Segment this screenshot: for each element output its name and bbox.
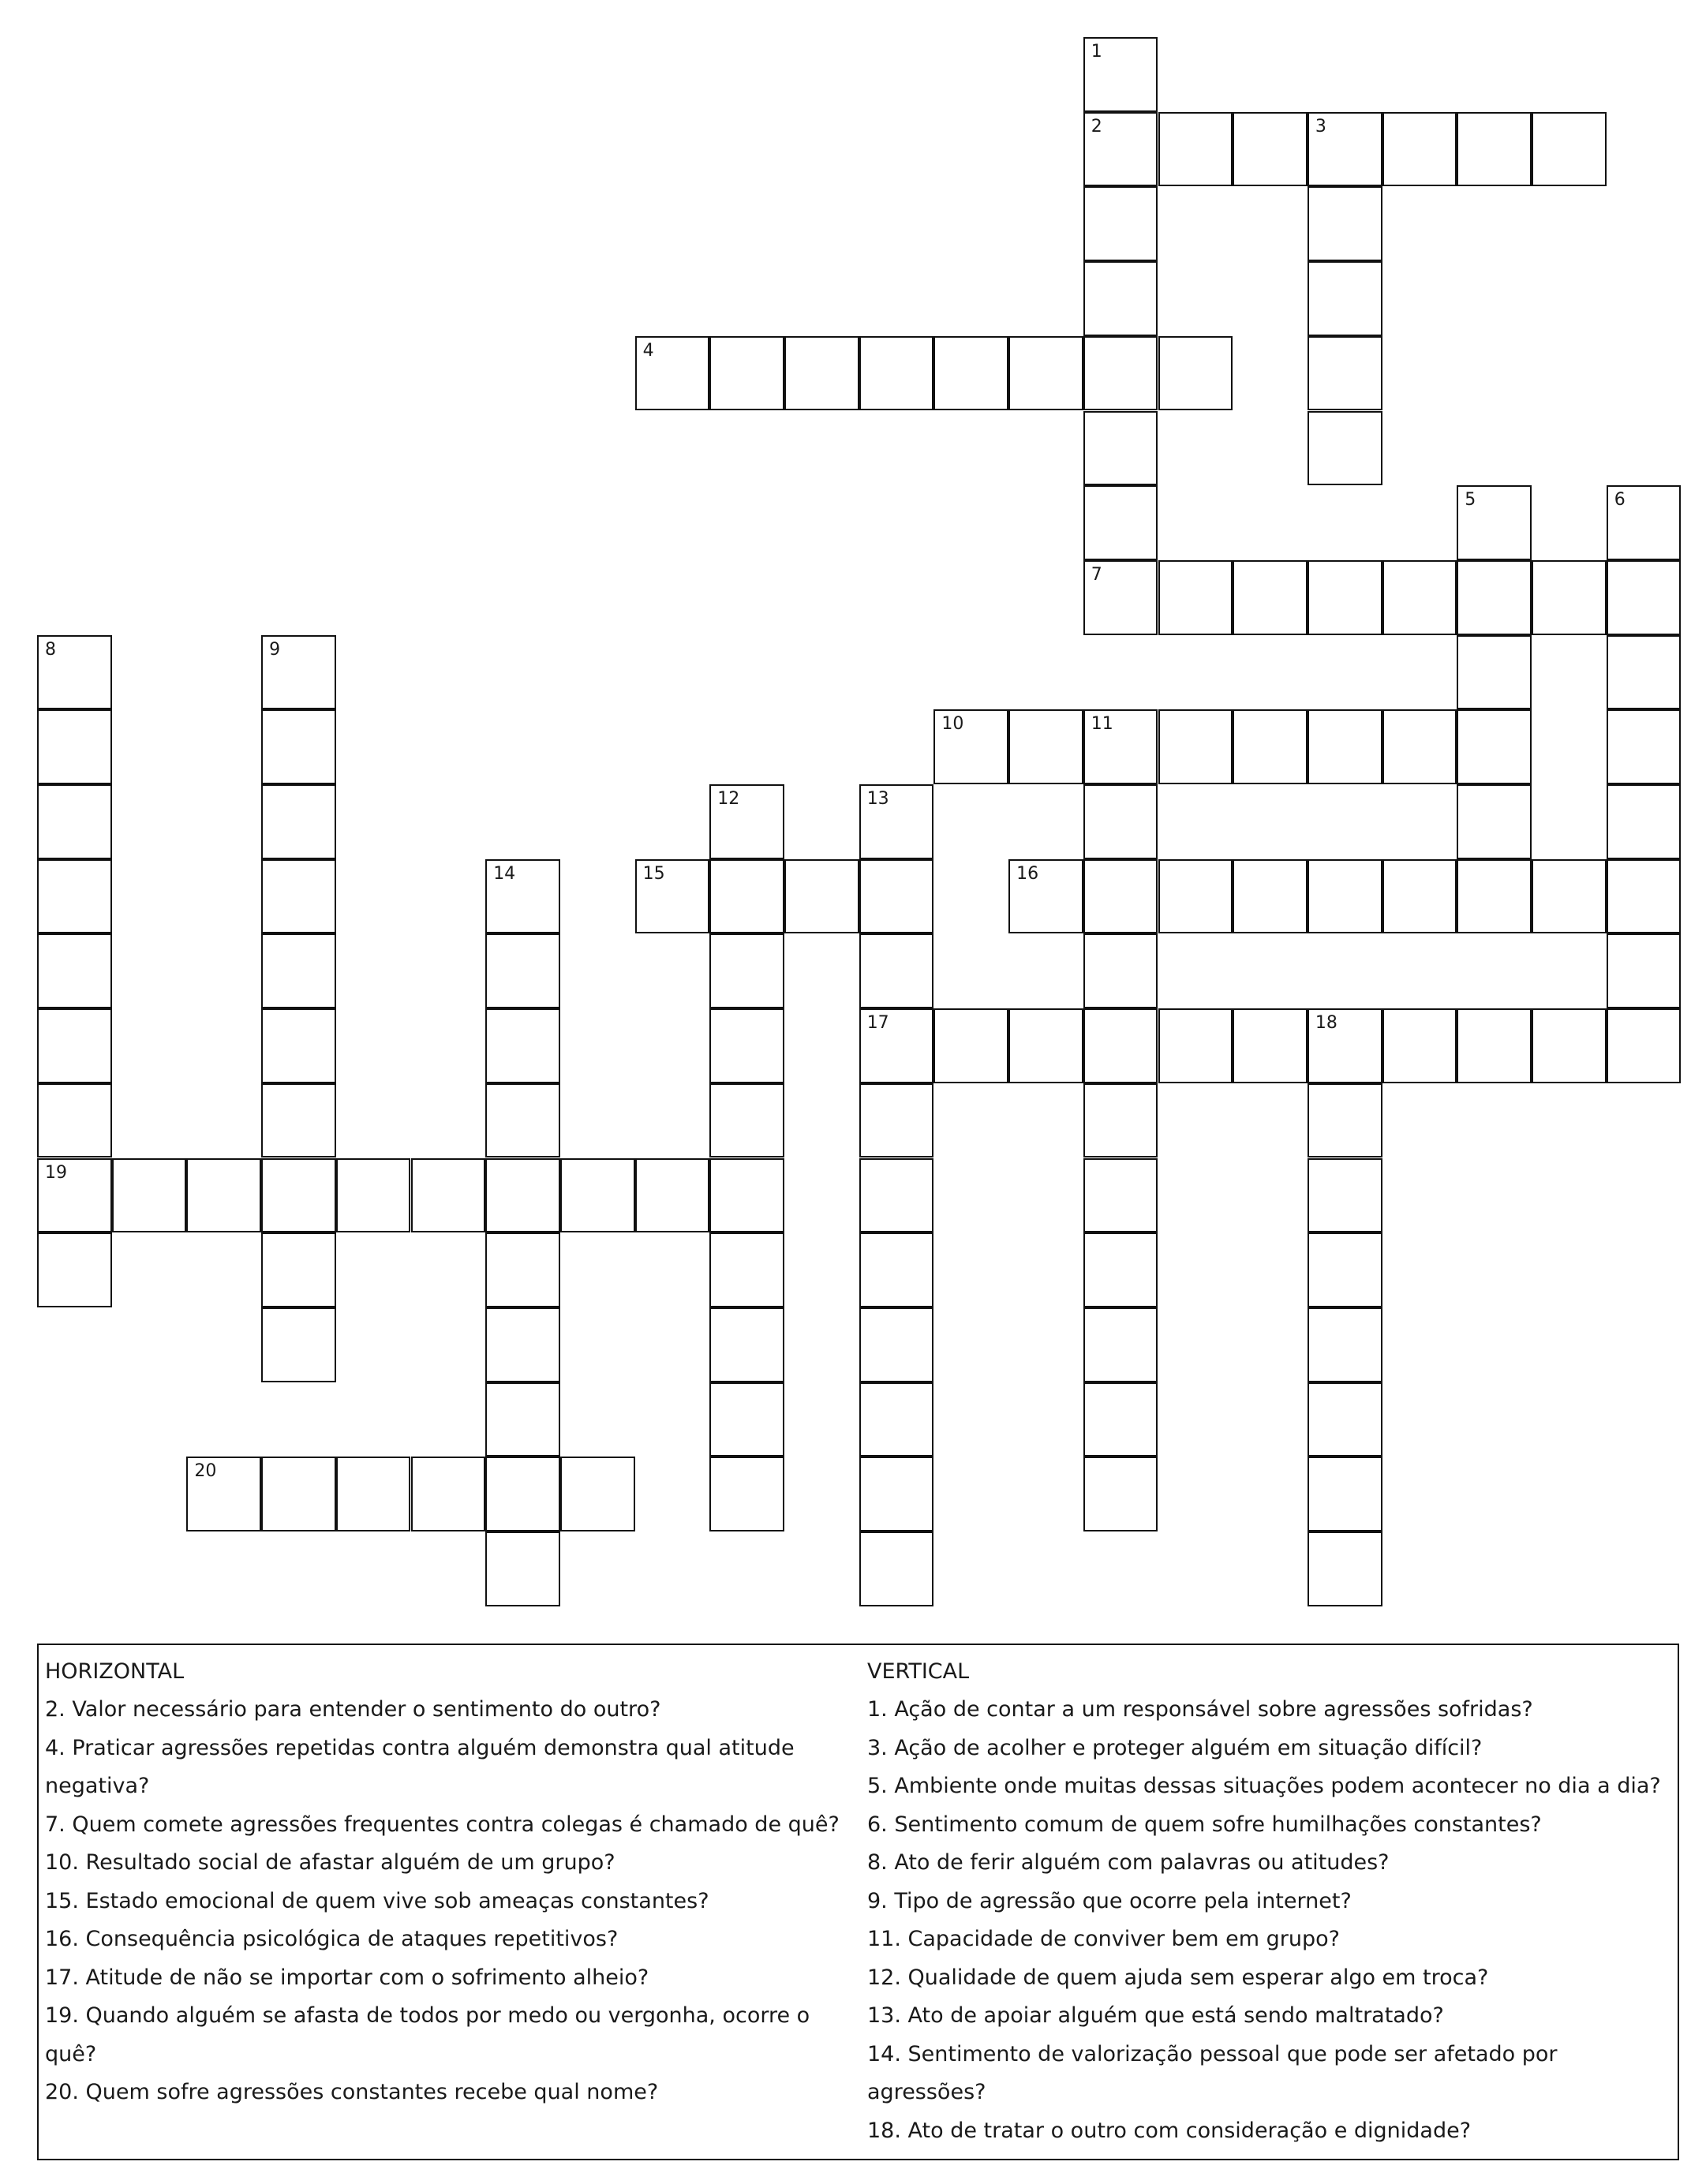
grid-cell[interactable] (37, 635, 112, 710)
clue-v-14: 14. Sentimento de valorização pessoal que pode ser afetado por agressões? (867, 2041, 1558, 2104)
grid-cell[interactable] (261, 1158, 336, 1233)
grid-cell[interactable] (37, 1008, 112, 1083)
grid-cell[interactable] (709, 1008, 784, 1083)
grid-cell[interactable] (1233, 709, 1308, 784)
grid-cell[interactable] (37, 933, 112, 1008)
grid-cell[interactable] (1083, 1232, 1158, 1307)
grid-cell[interactable] (485, 1457, 560, 1531)
clue-number: 9 (269, 639, 281, 660)
clue-h-2: 2. Valor necessário para entender o sentimento do outro? (45, 1697, 661, 1722)
grid-cell[interactable] (1233, 112, 1308, 187)
grid-cell[interactable] (709, 336, 784, 411)
grid-cell[interactable] (1308, 1008, 1382, 1083)
clue-v-3: 3. Ação de acolher e proteger alguém em situação difícil? (867, 1735, 1483, 1760)
grid-cell[interactable] (1457, 635, 1532, 710)
grid-cell[interactable] (709, 1083, 784, 1158)
grid-cell[interactable] (1308, 1083, 1382, 1158)
clue-number: 11 (1091, 714, 1113, 735)
grid-cell[interactable] (635, 336, 710, 411)
grid-cell[interactable] (1382, 560, 1457, 635)
clue-number: 3 (1315, 116, 1326, 136)
grid-cell[interactable] (1083, 37, 1158, 112)
grid-cell[interactable] (485, 1083, 560, 1158)
clue-v-18: 18. Ato de tratar o outro com consideração e dignidade? (867, 2118, 1472, 2143)
clue-v-11: 11. Capacidade de conviver bem em grupo? (867, 1927, 1340, 1951)
grid-cell[interactable] (336, 1457, 411, 1531)
clue-number: 20 (194, 1461, 217, 1482)
grid-cell[interactable] (1008, 709, 1083, 784)
grid-cell[interactable] (1083, 784, 1158, 859)
grid-cell[interactable] (37, 1083, 112, 1158)
grid-cell[interactable] (1382, 859, 1457, 934)
grid-cell[interactable] (933, 709, 1008, 784)
grid-cell[interactable] (1083, 1307, 1158, 1382)
grid-cell[interactable] (859, 933, 934, 1008)
clue-number: 10 (941, 714, 964, 735)
grid-cell[interactable] (560, 1158, 635, 1233)
grid-cell[interactable] (709, 933, 784, 1008)
grid-cell[interactable] (1158, 336, 1233, 411)
grid-cell[interactable] (1607, 1008, 1682, 1083)
clue-number: 16 (1016, 863, 1039, 884)
grid-cell[interactable] (1083, 336, 1158, 411)
grid-cell[interactable] (859, 1382, 934, 1457)
grid-cell[interactable] (1008, 336, 1083, 411)
grid-cell[interactable] (261, 1008, 336, 1083)
clue-number: 19 (45, 1162, 67, 1183)
grid-cell[interactable] (1233, 859, 1308, 934)
grid-cell[interactable] (1158, 560, 1233, 635)
grid-cell[interactable] (112, 1158, 187, 1233)
grid-cell[interactable] (1158, 859, 1233, 934)
grid-cell[interactable] (1083, 560, 1158, 635)
horizontal-heading: HORIZONTAL (45, 1659, 185, 1684)
grid-cell[interactable] (261, 1307, 336, 1382)
vertical-heading: VERTICAL (867, 1659, 970, 1684)
grid-cell[interactable] (1607, 784, 1682, 859)
grid-cell[interactable] (1233, 560, 1308, 635)
grid-cell[interactable] (186, 1158, 261, 1233)
clue-v-12: 12. Qualidade de quem ajuda sem esperar algo em troca? (867, 1965, 1489, 1990)
clue-number: 7 (1091, 564, 1102, 585)
grid-cell[interactable] (560, 1457, 635, 1531)
grid-cell[interactable] (1308, 186, 1382, 261)
grid-cell[interactable] (485, 1158, 560, 1233)
clue-v-1: 1. Ação de contar a um responsável sobre agressões sofridas? (867, 1697, 1533, 1722)
grid-cell[interactable] (709, 1382, 784, 1457)
clue-number: 12 (717, 789, 740, 809)
grid-cell[interactable] (485, 933, 560, 1008)
grid-cell[interactable] (1308, 336, 1382, 411)
grid-cell[interactable] (261, 1457, 336, 1531)
grid-cell[interactable] (933, 1008, 1008, 1083)
grid-cell[interactable] (1532, 560, 1607, 635)
grid-cell[interactable] (411, 1457, 486, 1531)
grid-cell[interactable] (1083, 933, 1158, 1008)
grid-cell[interactable] (1008, 1008, 1083, 1083)
grid-cell[interactable] (336, 1158, 411, 1233)
grid-cell[interactable] (485, 1232, 560, 1307)
grid-cell[interactable] (933, 336, 1008, 411)
clue-number: 5 (1465, 490, 1476, 510)
grid-cell[interactable] (859, 336, 934, 411)
grid-cell[interactable] (709, 784, 784, 859)
grid-cell[interactable] (261, 1232, 336, 1307)
clue-h-15: 15. Estado emocional de quem vive sob ameaças constantes? (45, 1888, 709, 1913)
grid-cell[interactable] (1457, 1008, 1532, 1083)
grid-cell[interactable] (485, 1382, 560, 1457)
grid-cell[interactable] (1308, 560, 1382, 635)
grid-cell[interactable] (1457, 485, 1532, 560)
grid-cell[interactable] (859, 1008, 934, 1083)
grid-cell[interactable] (709, 859, 784, 934)
grid-cell[interactable] (485, 1531, 560, 1606)
clue-number: 17 (866, 1013, 889, 1034)
grid-cell[interactable] (709, 1457, 784, 1531)
grid-cell[interactable] (1083, 1457, 1158, 1531)
grid-cell[interactable] (709, 1307, 784, 1382)
grid-cell[interactable] (1457, 784, 1532, 859)
grid-cell[interactable] (1158, 709, 1233, 784)
clue-v-8: 8. Ato de ferir alguém com palavras ou atitudes? (867, 1850, 1390, 1875)
clue-v-9: 9. Tipo de agressão que ocorre pela internet? (867, 1888, 1352, 1913)
grid-cell[interactable] (1083, 411, 1158, 486)
grid-cell[interactable] (709, 1232, 784, 1307)
grid-cell[interactable] (709, 1158, 784, 1233)
grid-cell[interactable] (1083, 859, 1158, 934)
grid-cell[interactable] (859, 1158, 934, 1233)
grid-cell[interactable] (859, 784, 934, 859)
grid-cell[interactable] (1233, 1008, 1308, 1083)
grid-cell[interactable] (784, 859, 859, 934)
grid-cell[interactable] (485, 1307, 560, 1382)
clue-number: 4 (642, 340, 654, 361)
grid-cell[interactable] (1607, 560, 1682, 635)
clue-h-4: 4. Praticar agressões repetidas contra alguém demonstra qual atitude negativa? (45, 1735, 795, 1798)
grid-cell[interactable] (1308, 1457, 1382, 1531)
grid-cell[interactable] (411, 1158, 486, 1233)
grid-cell[interactable] (261, 1083, 336, 1158)
grid-cell[interactable] (859, 859, 934, 934)
grid-cell[interactable] (1382, 1008, 1457, 1083)
grid-cell[interactable] (37, 1232, 112, 1307)
clue-v-13: 13. Ato de apoiar alguém que está sendo maltratado? (867, 2003, 1444, 2028)
clues-panel (37, 1644, 1679, 2160)
grid-cell[interactable] (1532, 859, 1607, 934)
grid-cell[interactable] (1607, 485, 1682, 560)
grid-cell[interactable] (1308, 261, 1382, 336)
grid-cell[interactable] (1083, 1158, 1158, 1233)
grid-cell[interactable] (1083, 1382, 1158, 1457)
grid-cell[interactable] (635, 1158, 710, 1233)
clue-h-20: 20. Quem sofre agressões constantes recebe qual nome? (45, 2080, 659, 2104)
grid-cell[interactable] (1607, 933, 1682, 1008)
grid-cell[interactable] (1457, 859, 1532, 934)
grid-cell[interactable] (261, 784, 336, 859)
grid-cell[interactable] (1457, 560, 1532, 635)
grid-cell[interactable] (1308, 411, 1382, 486)
grid-cell[interactable] (1382, 709, 1457, 784)
horizontal-clues (45, 1653, 850, 2112)
grid-cell[interactable] (1083, 1083, 1158, 1158)
grid-cell[interactable] (859, 1457, 934, 1531)
grid-cell[interactable] (37, 859, 112, 934)
grid-cell[interactable] (485, 1008, 560, 1083)
grid-cell[interactable] (1457, 709, 1532, 784)
grid-cell[interactable] (1308, 1232, 1382, 1307)
grid-cell[interactable] (1308, 709, 1382, 784)
clue-number: 8 (45, 639, 56, 660)
clue-number: 6 (1614, 490, 1626, 510)
clue-h-19: 19. Quando alguém se afasta de todos por medo ou vergonha, ocorre o quê? (45, 2003, 810, 2066)
grid-cell[interactable] (1308, 1531, 1382, 1606)
grid-cell[interactable] (1083, 485, 1158, 560)
grid-cell[interactable] (1382, 112, 1457, 187)
grid-cell[interactable] (1083, 709, 1158, 784)
clue-h-16: 16. Consequência psicológica de ataques repetitivos? (45, 1927, 619, 1951)
grid-cell[interactable] (1083, 112, 1158, 187)
grid-cell[interactable] (1308, 1307, 1382, 1382)
clue-number: 13 (866, 789, 889, 809)
grid-cell[interactable] (859, 1307, 934, 1382)
clue-h-7: 7. Quem comete agressões frequentes contra colegas é chamado de quê? (45, 1812, 840, 1837)
grid-cell[interactable] (1607, 859, 1682, 934)
grid-cell[interactable] (1083, 261, 1158, 336)
clue-v-6: 6. Sentimento comum de quem sofre humilhações constantes? (867, 1812, 1542, 1837)
grid-cell[interactable] (186, 1457, 261, 1531)
grid-cell[interactable] (261, 635, 336, 710)
grid-cell[interactable] (1457, 112, 1532, 187)
grid-cell[interactable] (1308, 112, 1382, 187)
grid-cell[interactable] (1158, 112, 1233, 187)
grid-cell[interactable] (859, 1531, 934, 1606)
clue-number: 14 (493, 863, 516, 884)
grid-cell[interactable] (1607, 709, 1682, 784)
grid-cell[interactable] (1532, 1008, 1607, 1083)
grid-cell[interactable] (635, 859, 710, 934)
grid-cell[interactable] (1532, 112, 1607, 187)
grid-cell[interactable] (859, 1232, 934, 1307)
clue-h-10: 10. Resultado social de afastar alguém de um grupo? (45, 1850, 615, 1875)
grid-cell[interactable] (37, 784, 112, 859)
grid-cell[interactable] (1308, 1158, 1382, 1233)
grid-cell[interactable] (261, 709, 336, 784)
grid-cell[interactable] (1083, 186, 1158, 261)
clue-number: 2 (1091, 116, 1102, 136)
grid-cell[interactable] (485, 859, 560, 934)
grid-cell[interactable] (1083, 1008, 1158, 1083)
clue-v-5: 5. Ambiente onde muitas dessas situações podem acontecer no dia a dia? (867, 1774, 1661, 1798)
grid-cell[interactable] (859, 1083, 934, 1158)
vertical-clues (867, 1653, 1680, 2150)
clue-h-17: 17. Atitude de não se importar com o sofrimento alheio? (45, 1965, 649, 1990)
clue-number: 15 (642, 863, 665, 884)
grid-cell[interactable] (261, 933, 336, 1008)
grid-cell[interactable] (1607, 635, 1682, 710)
grid-cell[interactable] (37, 1158, 112, 1233)
grid-cell[interactable] (1008, 859, 1083, 934)
grid-cell[interactable] (37, 709, 112, 784)
clue-number: 18 (1315, 1013, 1337, 1034)
grid-cell[interactable] (1308, 859, 1382, 934)
grid-cell[interactable] (261, 859, 336, 934)
grid-cell[interactable] (784, 336, 859, 411)
grid-cell[interactable] (1158, 1008, 1233, 1083)
clue-number: 1 (1091, 42, 1102, 62)
grid-cell[interactable] (1308, 1382, 1382, 1457)
